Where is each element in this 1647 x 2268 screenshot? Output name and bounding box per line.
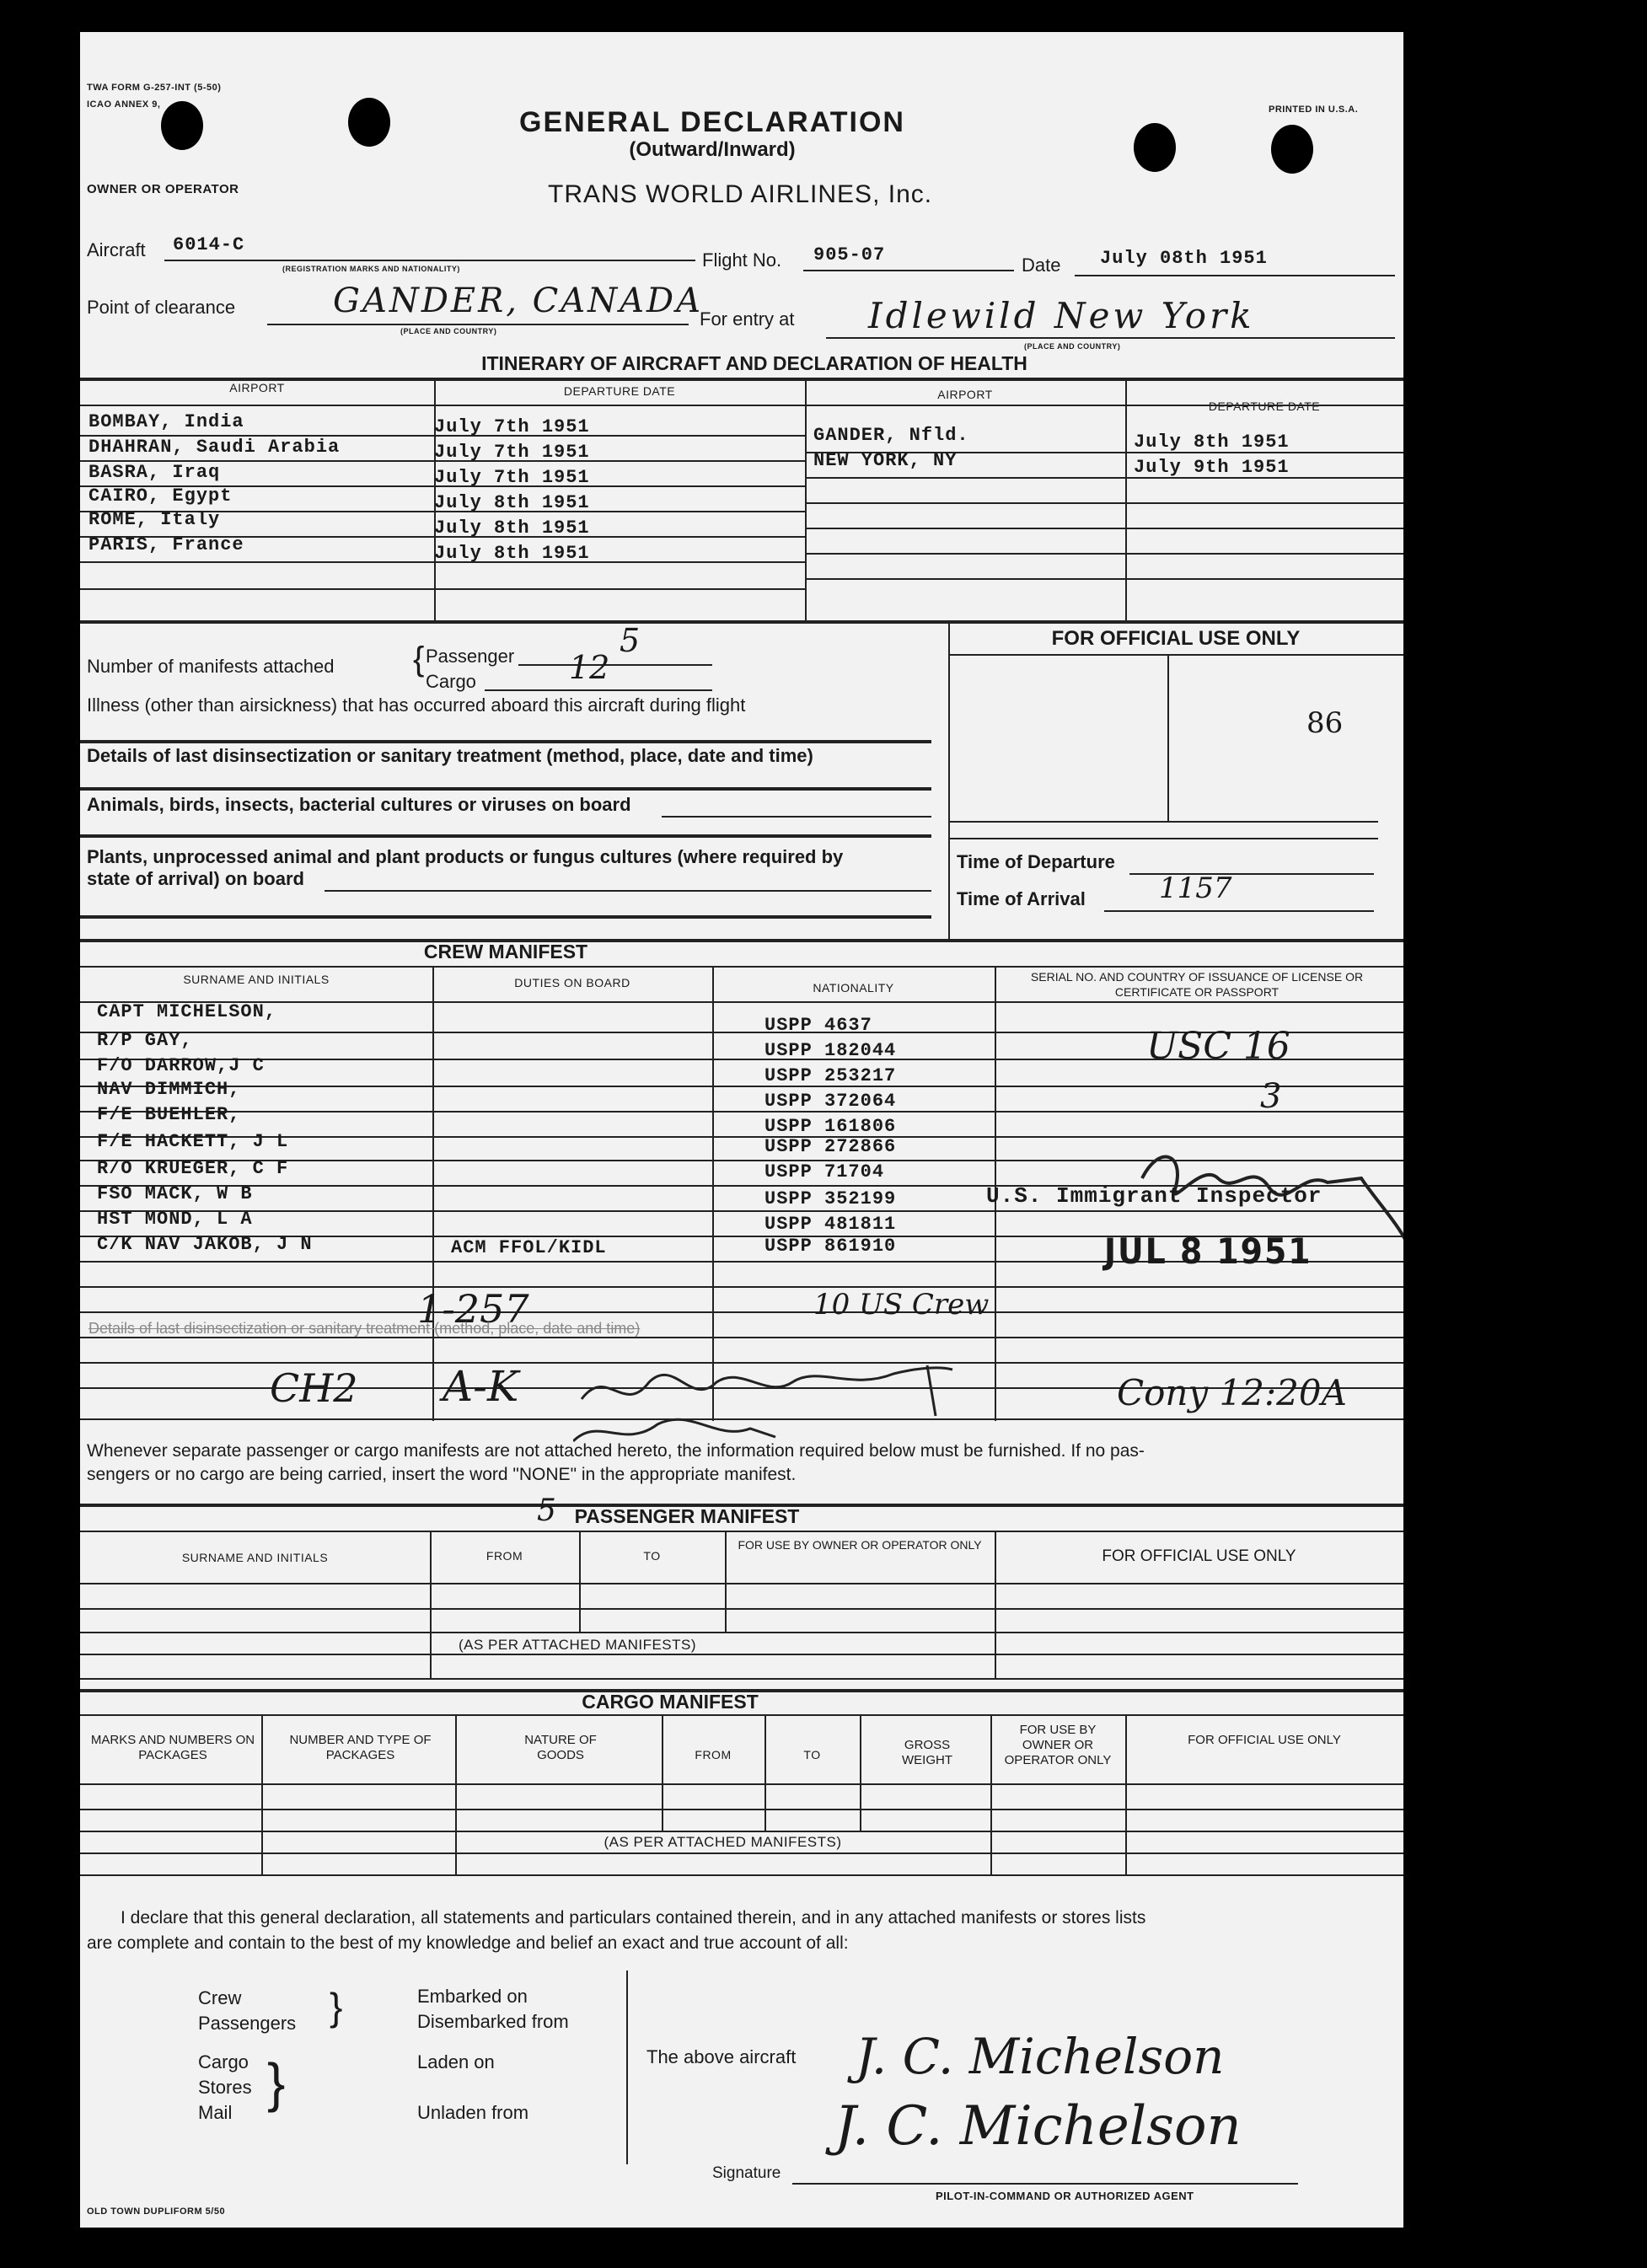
itinerary-airport: GANDER, Nfld. — [813, 425, 969, 446]
signature-2: J. C. Michelson — [834, 2095, 1242, 2158]
decl-embarked: Embarked on — [417, 1986, 528, 2007]
inspector-stamp: U.S. Immigrant Inspector — [986, 1183, 1322, 1209]
decl-unladen: Unladen from — [417, 2102, 529, 2123]
plants-label-1: Plants, unprocessed animal and plant products or fungus cultures (where required by — [87, 846, 844, 867]
itinerary-date: July 8th 1951 — [1134, 432, 1290, 453]
punch-hole — [1134, 123, 1176, 172]
cargo-title: CARGO MANIFEST — [582, 1691, 759, 1713]
crew-header-serial: SERIAL NO. AND COUNTRY OF ISSUANCE OF LICENSE OR CERTIFICATE OR PASSPORT — [1030, 970, 1364, 999]
official-number: 86 — [1306, 706, 1344, 740]
punch-hole — [1271, 125, 1313, 174]
serial-hand-1: USC 16 — [1146, 1025, 1290, 1068]
serial-hand-2: 3 — [1260, 1077, 1282, 1116]
itinerary-date: July 8th 1951 — [434, 492, 590, 513]
crew-name: R/P GAY, — [97, 1030, 193, 1051]
brace-glyph: { — [413, 641, 425, 678]
itinerary-date: July 7th 1951 — [434, 467, 590, 488]
crew-title: CREW MANIFEST — [423, 941, 588, 962]
date-label: Date — [1022, 255, 1061, 276]
brace-glyph: } — [267, 2052, 286, 2113]
illness-label: Illness (other than airsickness) that has occurred aboard this aircraft during flight — [87, 694, 746, 716]
cargo-attached: (AS PER ATTACHED MANIFESTS) — [604, 1834, 842, 1850]
cargo-header-from: FROM — [695, 1748, 732, 1761]
crew-duty: ACM FFOL/KIDL — [451, 1237, 607, 1258]
form-code: TWA FORM G-257-INT (5-50) — [87, 83, 222, 93]
notice-line-2: sengers or no cargo are being carried, insert the word "NONE" in the appropriate manifest. — [87, 1465, 797, 1484]
manifests-label: Number of manifests attached — [87, 656, 335, 677]
crew-nationality: USPP 481811 — [764, 1214, 897, 1235]
itinerary-header-airport: AIRPORT — [229, 381, 285, 394]
signer-caption: PILOT-IN-COMMAND OR AUTHORIZED AGENT — [936, 2190, 1194, 2202]
punch-hole — [348, 98, 390, 147]
itinerary-airport: NEW YORK, NY — [813, 450, 958, 471]
crew-name: F/E BUEHLER, — [97, 1104, 241, 1125]
crew-nationality: USPP 352199 — [764, 1188, 897, 1209]
decl-stores: Stores — [198, 2077, 252, 2098]
aircraft-value: 6014-C — [173, 234, 245, 255]
crew-name: FSO MACK, W B — [97, 1183, 253, 1204]
signature-1: J. C. Michelson — [856, 2028, 1225, 2085]
passenger-header-owner: FOR USE BY OWNER OR OPERATOR ONLY — [738, 1538, 982, 1552]
crew-name: NAV DIMMICH, — [97, 1079, 241, 1100]
passenger-header-to: TO — [643, 1549, 661, 1563]
hand-note-5: Cony 12:20A — [1117, 1372, 1347, 1413]
crew-header-duties: DUTIES ON BOARD — [514, 976, 630, 989]
passenger-header-name: SURNAME AND INITIALS — [181, 1551, 329, 1564]
hand-note-3: CH2 — [270, 1365, 358, 1411]
itinerary-airport: PARIS, France — [89, 534, 244, 555]
hand-note-1: 1-257 — [417, 1286, 529, 1332]
entry-label: For entry at — [700, 308, 795, 330]
printed-note: PRINTED IN U.S.A. — [1269, 105, 1359, 115]
notice-line-1: Whenever separate passenger or cargo manifests are not attached hereto, the information required below must be furnished. If no pas- — [87, 1441, 1145, 1461]
itinerary-title: ITINERARY OF AIRCRAFT AND DECLARATION OF HEALTH — [481, 352, 1027, 374]
cargo-header-marks: MARKS AND NUMBERS ON PACKAGES — [90, 1733, 255, 1762]
crew-nationality: USPP 372064 — [764, 1091, 897, 1112]
clearance-value: GANDER, CANADA — [333, 281, 703, 320]
passenger-label: Passenger — [426, 646, 515, 667]
clearance-caption: (PLACE AND COUNTRY) — [400, 327, 497, 335]
footer-code: OLD TOWN DUPLIFORM 5/50 — [87, 2206, 226, 2217]
itinerary-header-date: DEPARTURE DATE — [563, 384, 676, 398]
plants-label-2: state of arrival) on board — [87, 868, 304, 889]
icao-annex: ICAO ANNEX 9, — [87, 99, 161, 110]
itinerary-header-airport-2: AIRPORT — [937, 388, 993, 401]
decl-aircraft: The above aircraft — [646, 2046, 797, 2067]
cargo-header-owner: FOR USE BY OWNER OR OPERATOR ONLY — [1004, 1723, 1112, 1767]
arrival-label: Time of Arrival — [957, 888, 1086, 909]
brace-glyph: } — [330, 1985, 343, 2029]
passenger-header-from: FROM — [486, 1549, 523, 1563]
itinerary-airport: BOMBAY, India — [89, 411, 244, 432]
cargo-header-number: NUMBER AND TYPE OF PACKAGES — [289, 1733, 432, 1762]
crew-header-nationality: NATIONALITY — [813, 981, 894, 995]
crew-name: F/E HACKETT, J L — [97, 1131, 289, 1152]
struck-text: Details of last disinsectization or sanitary treatment (method, place, date and time) — [89, 1320, 641, 1337]
passenger-title: PASSENGER MANIFEST — [574, 1505, 800, 1527]
date-value: July 08th 1951 — [1100, 248, 1268, 269]
flight-no: 905-07 — [813, 244, 886, 265]
crew-name: C/K NAV JAKOB, J N — [97, 1234, 313, 1255]
form-title: GENERAL DECLARATION — [519, 106, 905, 138]
itinerary-date: July 8th 1951 — [434, 517, 590, 539]
cargo-header-official: FOR OFFICIAL USE ONLY — [1188, 1733, 1341, 1747]
disinsect-label: Details of last disinsectization or sanitary treatment (method, place, date and time) — [87, 745, 813, 766]
passenger-header-official: FOR OFFICIAL USE ONLY — [1102, 1547, 1296, 1565]
itinerary-airport: ROME, Italy — [89, 509, 221, 530]
passenger-hand-count: 5 — [537, 1493, 556, 1528]
cargo-header-weight: GROSS WEIGHT — [902, 1738, 952, 1767]
crew-nationality: USPP 161806 — [764, 1116, 897, 1137]
crew-header-name: SURNAME AND INITIALS — [183, 973, 330, 986]
crew-nationality: USPP 182044 — [764, 1040, 897, 1061]
itinerary-date: July 9th 1951 — [1134, 457, 1290, 478]
decl-crew: Crew — [198, 1987, 242, 2008]
official-title: FOR OFFICIAL USE ONLY — [1051, 627, 1301, 650]
itinerary-header-date-2: DEPARTURE DATE — [1208, 399, 1321, 413]
declaration-line-1: I declare that this general declaration, all statements and particulars contained therein, and in any attached manifests or stores lists — [121, 1908, 1146, 1928]
punch-hole — [161, 101, 203, 150]
cargo-header-to: TO — [803, 1748, 821, 1761]
itinerary-date: July 7th 1951 — [434, 442, 590, 463]
crew-nationality: USPP 861910 — [764, 1236, 897, 1257]
hand-note-4: A-K — [443, 1362, 519, 1411]
flight-label: Flight No. — [702, 249, 782, 271]
itinerary-airport: DHAHRAN, Saudi Arabia — [89, 437, 341, 458]
decl-mail: Mail — [198, 2102, 233, 2123]
decl-disembarked: Disembarked from — [417, 2011, 569, 2032]
entry-value: Idlewild New York — [868, 295, 1255, 336]
decl-passengers: Passengers — [198, 2013, 297, 2034]
declaration-line-2: are complete and contain to the best of my knowledge and belief an exact and true account of all: — [87, 1933, 849, 1953]
itinerary-airport: BASRA, Iraq — [89, 462, 221, 483]
decl-laden: Laden on — [417, 2051, 495, 2072]
cargo-label: Cargo — [426, 671, 476, 692]
date-stamp: JUL 8 1951 — [1104, 1231, 1312, 1272]
crew-nationality: USPP 71704 — [764, 1161, 885, 1182]
general-declaration-form — [80, 32, 1403, 2228]
aircraft-label: Aircraft — [87, 239, 146, 260]
crew-name: F/O DARROW,J C — [97, 1055, 265, 1076]
passenger-count: 5 — [620, 622, 641, 659]
entry-caption: (PLACE AND COUNTRY) — [1024, 342, 1121, 351]
form-subtitle: (Outward/Inward) — [629, 138, 796, 161]
aircraft-caption: (REGISTRATION MARKS AND NATIONALITY) — [282, 265, 460, 273]
itinerary-airport: CAIRO, Egypt — [89, 485, 233, 507]
cargo-header-nature: NATURE OF GOODS — [524, 1733, 597, 1762]
itinerary-date: July 8th 1951 — [434, 543, 590, 564]
crew-nationality: USPP 253217 — [764, 1065, 897, 1086]
crew-name: CAPT MICHELSON, — [97, 1001, 277, 1022]
crew-name: HST MOND, L A — [97, 1209, 253, 1230]
departure-label: Time of Departure — [957, 851, 1115, 872]
owner-name: TRANS WORLD AIRLINES, Inc. — [548, 180, 933, 208]
hand-note-2: 10 US Crew — [813, 1288, 990, 1322]
crew-nationality: USPP 4637 — [764, 1015, 872, 1036]
itinerary-date: July 7th 1951 — [434, 416, 590, 437]
owner-label: OWNER OR OPERATOR — [87, 182, 239, 196]
decl-cargo: Cargo — [198, 2051, 249, 2072]
arrival-value: 1157 — [1159, 871, 1232, 905]
passenger-attached: (AS PER ATTACHED MANIFESTS) — [458, 1637, 697, 1653]
crew-name: R/O KRUEGER, C F — [97, 1158, 289, 1179]
clearance-label: Point of clearance — [87, 297, 236, 318]
cargo-count: 12 — [569, 649, 610, 686]
crew-nationality: USPP 272866 — [764, 1136, 897, 1157]
animals-label: Animals, birds, insects, bacterial cultures or viruses on board — [87, 794, 631, 815]
signature-label: Signature — [712, 2164, 781, 2182]
